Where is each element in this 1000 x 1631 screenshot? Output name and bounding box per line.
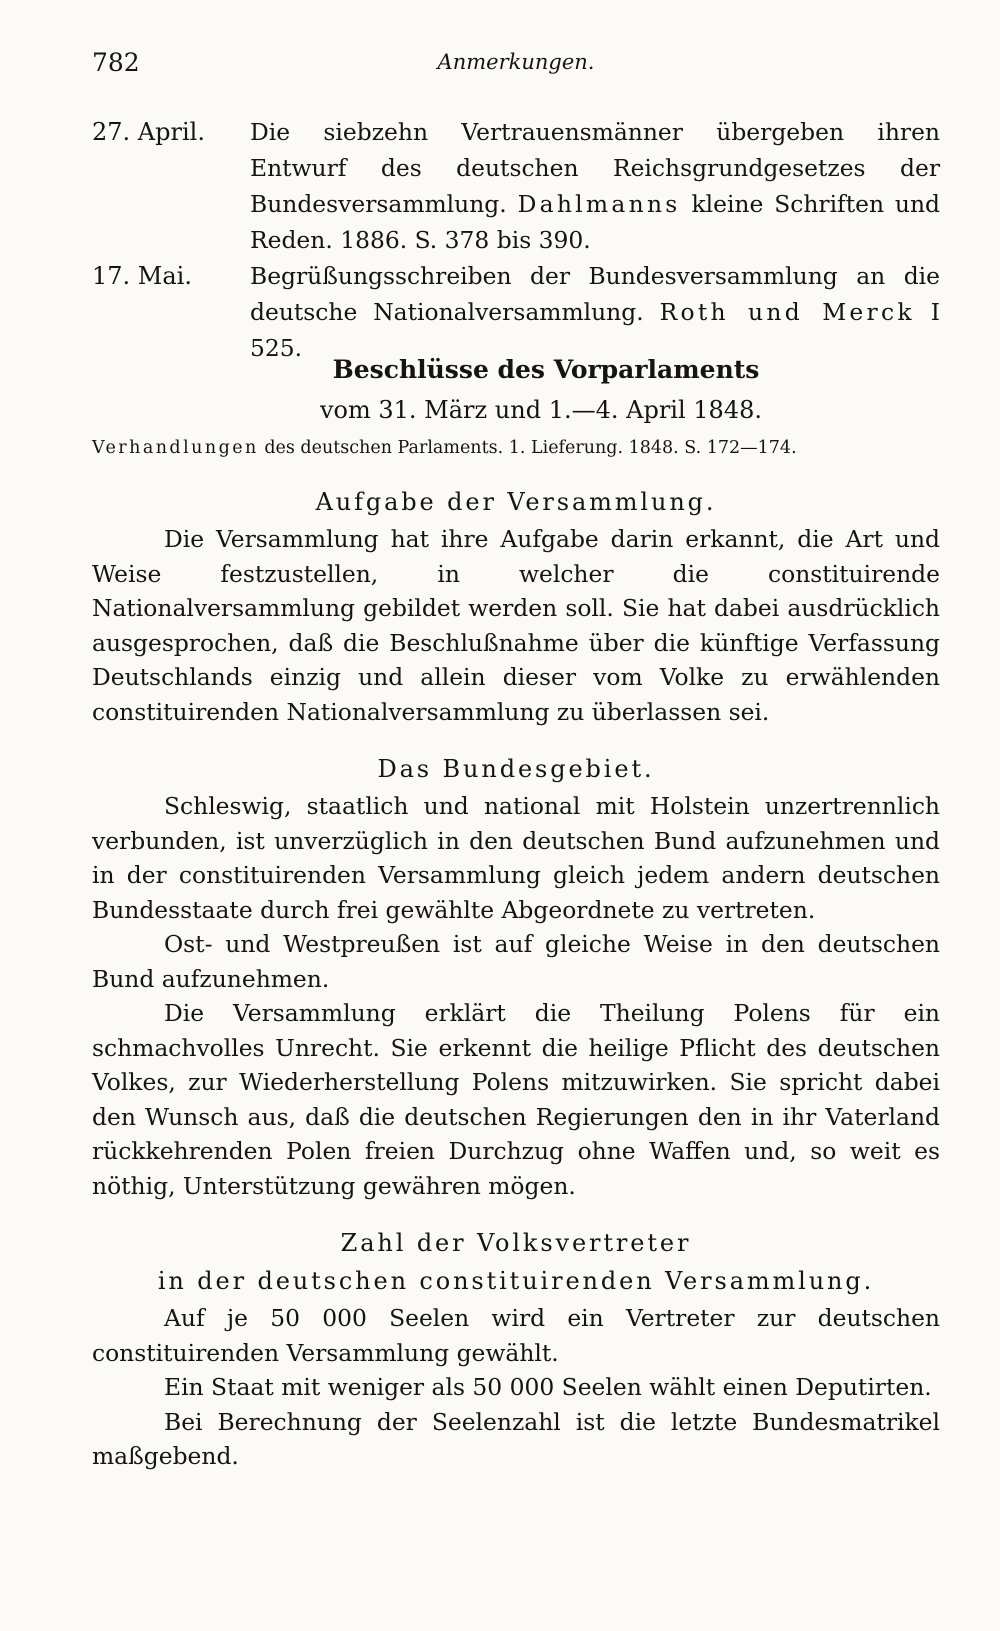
entry-reference: I 525. [250,298,941,362]
paragraph: Ost- und Westpreußen ist auf gleiche Weise in den deutschen Bund aufzunehmen. [92,930,940,993]
page-number: 782 [92,48,140,77]
paragraph: Bei Berechnung der Seelenzahl ist die letzte Bundesmatrikel maßgebend. [92,1407,940,1470]
paragraph: Die Versammlung erklärt die Theilung Polens für ein schmachvolles Unrecht. Sie erkennt die heilige Pflicht des deutschen Volkes, zur Wiederherstellung Polens mitzuwirken. Sie spricht dabei den Wunsch aus, daß die deutschen Regierungen den in ihr Vaterland rückkehrenden Polen freien Durchzug ohne Waffen und, so weit es nöthig, Unterstützung gewähren mögen. [92,999,940,1200]
entry-author: Roth und Merck [659,298,915,326]
spacer [92,729,940,751]
paragraph: Ein Staat mit weniger als 50 000 Seelen wählt einen Deputirten. [164,1373,932,1401]
source-details: des deutschen Parlaments. 1. Lieferung. 1848. S. 172—174. [264,438,797,458]
subsection-heading: Aufgabe der Versammlung. [315,488,717,516]
paragraph: Die Versammlung hat ihre Aufgabe darin erkannt, die Art und Weise festzustellen, in welcher die constituirende Nationalversammlung gebildet werden soll. Sie hat dabei ausdrücklich ausgesprochen, daß die Beschlußnahme über die künftige Verfassung Deutschlands einzig und allein dieser vom Volke zu erwählenden constituirenden Nationalversammlung zu überlassen sei. [92,525,940,726]
chronology [92,114,940,366]
running-head: Anmerkungen. [437,50,595,74]
subsection-heading: Zahl der Volksvertreter [340,1229,692,1257]
entry-date: 27. April. [92,118,205,146]
entry-text [250,114,940,258]
subsection-heading-line-2: in der deutschen constituirenden Versammlung. [157,1267,875,1295]
entry-reference: kleine Schriften und Reden. 1886. S. 378 bis 390. [250,190,940,254]
section-title: Beschlüsse des Vorparlaments [332,355,760,384]
source-title: Verhandlungen [92,438,259,458]
chronology-entry [92,114,940,258]
section-date: vom 31. März und 1.—4. April 1848. [319,396,762,424]
source-citation [92,432,940,464]
entry-date: 17. Mai. [92,262,192,290]
entry-author: Dahlmanns [517,190,681,218]
entry-description: Die siebzehn Vertrauensmänner übergeben ihren Entwurf des deutschen Reichsgrundgesetzes der Bundesversammlung. [250,118,940,218]
entry-description: Begrüßungsschreiben der Bundesversammlung an die deutsche Nationalversammlung. [250,262,940,326]
spacer [92,1203,940,1225]
main-section [92,350,940,1474]
page-header [92,48,940,84]
subsection-heading: Das Bundesgebiet. [377,755,655,783]
paragraph: Auf je 50 000 Seelen wird ein Vertreter zur deutschen constituirenden Versammlung gewählt. [92,1304,940,1367]
paragraph: Schleswig, staatlich und national mit Holstein unzertrennlich verbunden, ist unverzüglich in den deutschen Bund aufzunehmen und in der constituirenden Versammlung gleich jedem andern deutschen Bundesstaate durch frei gewählte Abgeordnete zu vertreten. [92,792,940,924]
